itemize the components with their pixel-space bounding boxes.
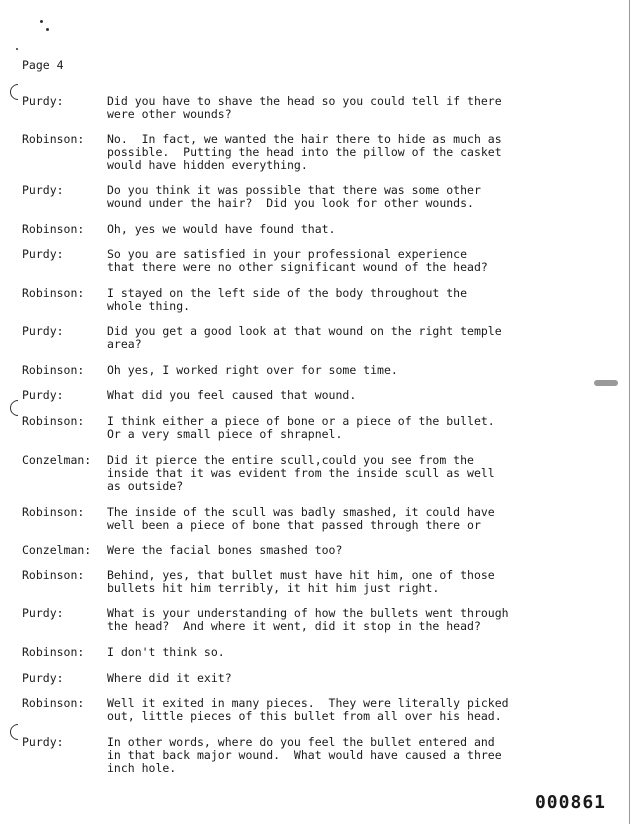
bates-stamp-number: 000861 xyxy=(534,792,606,813)
speech-text: Well it exited in many pieces. They were literally picked out, little pieces of this bullet from all over his head. xyxy=(107,696,509,723)
page-edge-line xyxy=(629,0,630,824)
speaker-label: Robinson: xyxy=(22,645,85,659)
speaker-label: Robinson: xyxy=(22,505,85,519)
speech-text: What is your understanding of how the bullets went through the head? And where it went, did it stop in the head? xyxy=(107,606,509,633)
speaker-label: Purdy: xyxy=(22,324,64,338)
scan-speck xyxy=(16,48,18,50)
speaker-label: Robinson: xyxy=(22,696,85,710)
speaker-label: Purdy: xyxy=(22,671,64,685)
speech-text: Where did it exit? xyxy=(107,671,232,685)
speech-text: So you are satisfied in your professional experience that there were no other significant wound of the head? xyxy=(107,247,488,274)
speech-text: Behind, yes, that bullet must have hit him, one of those bullets hit him terribly, it hit him just right. xyxy=(107,568,495,595)
scan-speck xyxy=(46,28,49,31)
speaker-label: Robinson: xyxy=(22,132,85,146)
speaker-label: Purdy: xyxy=(22,606,64,620)
scan-speck xyxy=(40,20,43,23)
speaker-label: Robinson: xyxy=(22,363,85,377)
speech-text: No. In fact, we wanted the hair there to hide as much as possible. Putting the head into the pillow of the casket would have hidden everything. xyxy=(107,132,502,172)
speaker-label: Purdy: xyxy=(22,247,64,261)
speech-text: Do you think it was possible that there was some other wound under the hair? Did you look for other wounds. xyxy=(107,183,481,210)
speaker-label: Robinson: xyxy=(22,286,85,300)
speaker-label: Purdy: xyxy=(22,388,64,402)
speech-text: I don't think so. xyxy=(107,645,225,659)
speaker-label: Robinson: xyxy=(22,568,85,582)
speech-text: Oh yes, I worked right over for some time. xyxy=(107,363,398,377)
speech-text: Oh, yes we would have found that. xyxy=(107,222,336,236)
speech-text: Did you have to shave the head so you could tell if there were other wounds? xyxy=(107,94,502,121)
speech-text: I think either a piece of bone or a piece of the bullet. Or a very small piece of shrapnel. xyxy=(107,414,495,441)
speaker-label: Robinson: xyxy=(22,222,85,236)
speech-text: I stayed on the left side of the body throughout the whole thing. xyxy=(107,286,468,313)
speech-text: Were the facial bones smashed too? xyxy=(107,543,343,557)
speaker-label: Purdy: xyxy=(22,735,64,749)
speech-text: Did you get a good look at that wound on the right temple area? xyxy=(107,324,502,351)
speaker-label: Purdy: xyxy=(22,183,64,197)
speech-text: What did you feel caused that wound. xyxy=(107,388,357,402)
page-number-label: Page 4 xyxy=(22,58,64,72)
scan-smudge xyxy=(594,380,618,386)
speech-text: The inside of the scull was badly smashed, it could have well been a piece of bone that passed through there or xyxy=(107,505,495,532)
speech-text: In other words, where do you feel the bullet entered and in that back major wound. What would have caused a three inch hole. xyxy=(107,735,502,775)
speaker-label: Conzelman: xyxy=(22,453,92,467)
speaker-label: Conzelman: xyxy=(22,543,92,557)
speech-text: Did it pierce the entire scull,could you see from the inside that it was evident from the inside scull as well as outside? xyxy=(107,453,495,493)
speaker-label: Robinson: xyxy=(22,414,85,428)
speaker-label: Purdy: xyxy=(22,94,64,108)
